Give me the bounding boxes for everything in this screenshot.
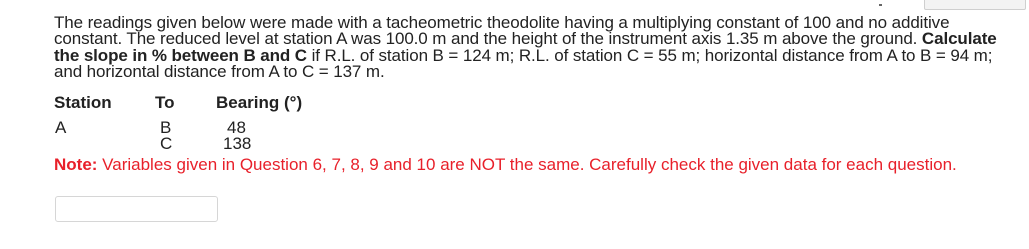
row1-bearing: 48 [227,118,246,137]
question-text-details: if R.L. of station B = 124 m; R.L. of station C = 55 m; horizontal distance from A to B = 94 m; and horizontal distance from A to C = 137 m. [54,45,993,82]
question-text-emphasis: Calculate the slope in % between B and C [54,29,997,65]
header-to: To [155,93,175,112]
question-text-intro: The readings given below were made with a tacheometric theodolite having a multiplying constant of 100 and no additive constant. The reduced level at station A was 100.0 m and the height of the instrument axis 1.35 m above the ground. [54,13,950,49]
row1-to: B [160,118,172,137]
question-text [54,15,1014,81]
note-label: Note: [54,155,98,174]
answer-input[interactable] [55,196,218,222]
header-station: Station [54,93,112,112]
note-text [54,156,1014,173]
previous-answer-box [924,0,1026,10]
row2-bearing: 138 [223,134,252,153]
header-bearing: Bearing (°) [216,93,303,112]
note-body: Variables given in Question 6, 7, 8, 9 and 10 are NOT the same. Carefully check the given data for each question. [97,155,957,174]
row2-to: C [160,134,173,153]
row1-station: A [55,118,67,137]
dash-mark [879,4,882,6]
